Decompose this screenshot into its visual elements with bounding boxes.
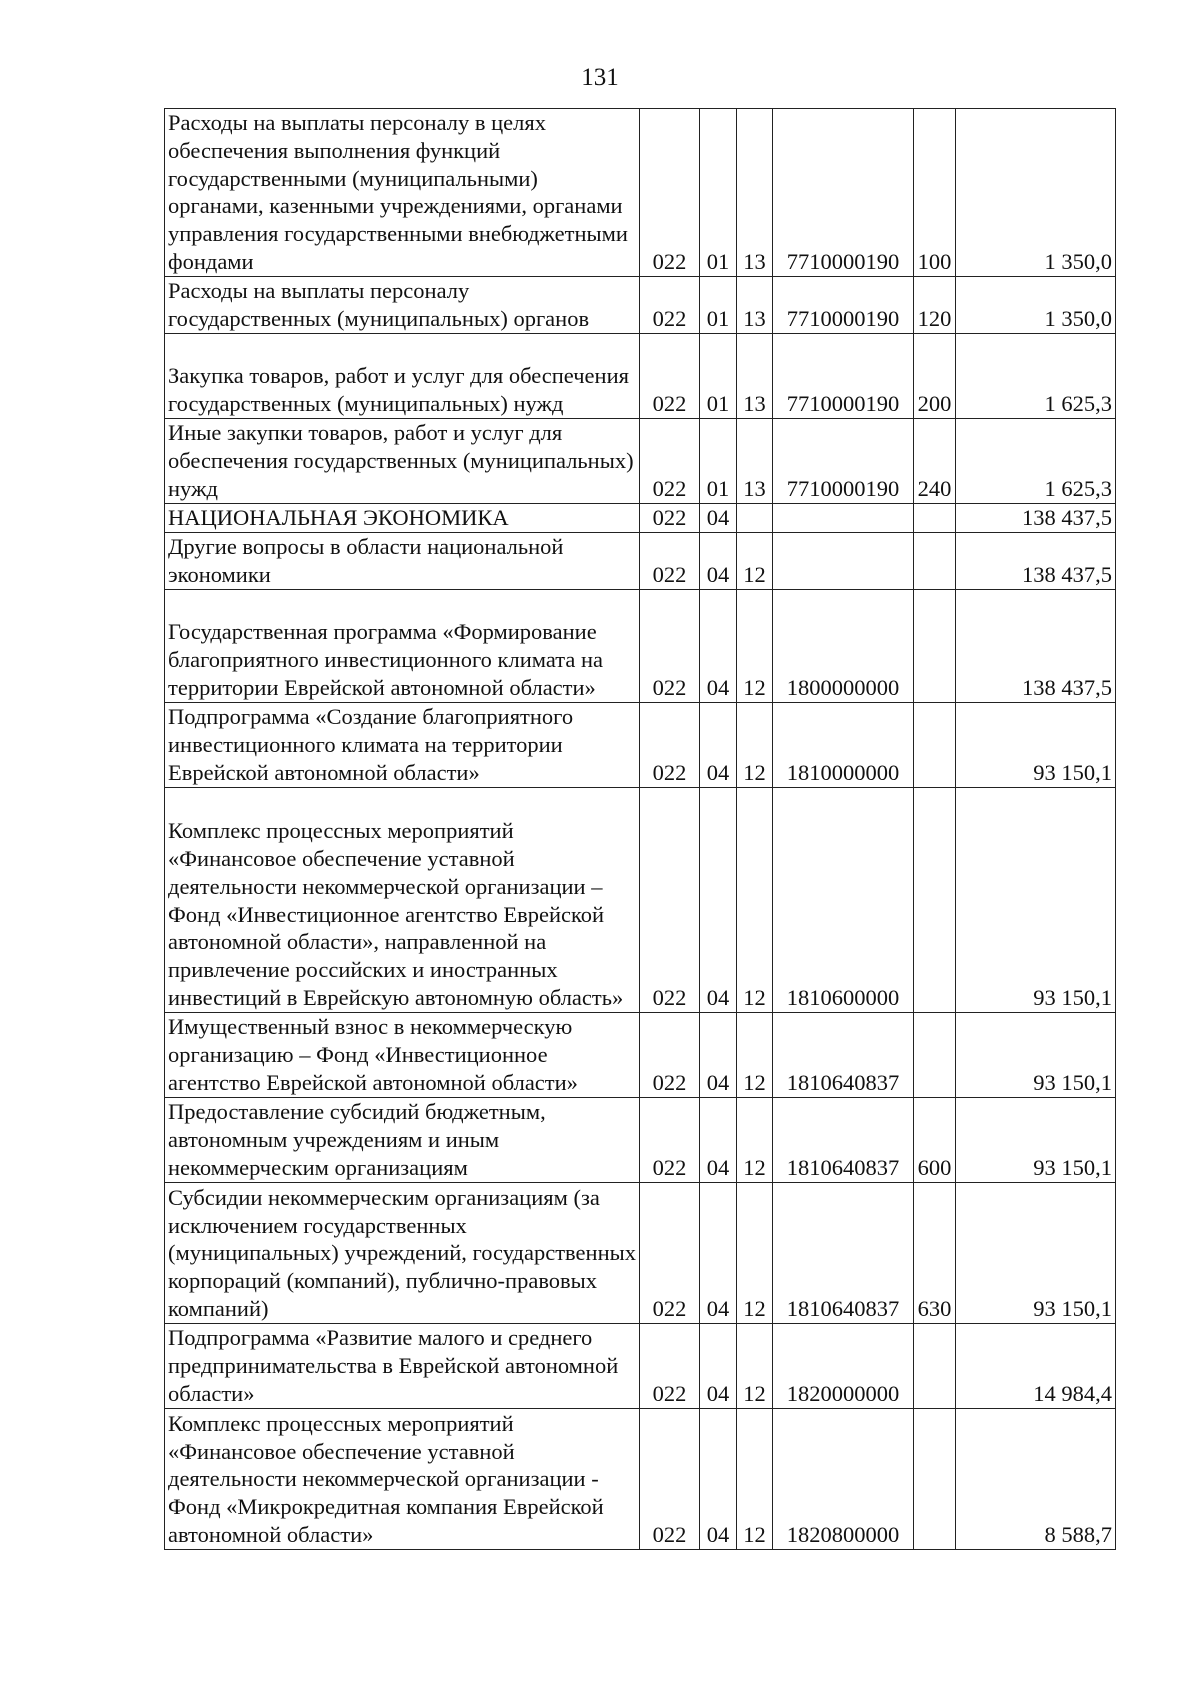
row-expense-type: 200 <box>914 333 956 418</box>
row-section-code: 04 <box>700 1182 737 1323</box>
row-expense-type <box>914 787 956 1012</box>
row-name: Расходы на выплаты персоналу государственных (муниципальных) органов <box>165 276 640 333</box>
row-name: Предоставление субсидий бюджетным, автономным учреждениям и иным некоммерческим организациям <box>165 1097 640 1182</box>
row-name: Расходы на выплаты персоналу в целях обеспечения выполнения функций государственными (муниципальными) органами, казенными учреждениями, органами управления государственными внебюджетными фондами <box>165 109 640 277</box>
row-amount: 93 150,1 <box>956 787 1116 1012</box>
row-amount: 14 984,4 <box>956 1323 1116 1408</box>
table-row <box>165 333 1116 418</box>
row-ministry-code: 022 <box>640 532 700 589</box>
table-row <box>165 503 1116 532</box>
row-section-code: 04 <box>700 532 737 589</box>
row-ministry-code: 022 <box>640 418 700 503</box>
row-subsection-code <box>737 503 773 532</box>
row-target-code: 7710000190 <box>773 109 914 277</box>
row-amount: 93 150,1 <box>956 1012 1116 1097</box>
row-amount: 138 437,5 <box>956 503 1116 532</box>
table-row <box>165 1182 1116 1323</box>
row-subsection-code: 13 <box>737 333 773 418</box>
row-subsection-code: 12 <box>737 702 773 787</box>
row-target-code: 7710000190 <box>773 276 914 333</box>
row-ministry-code: 022 <box>640 1408 700 1549</box>
row-section-code: 04 <box>700 702 737 787</box>
row-target-code: 1810600000 <box>773 787 914 1012</box>
row-expense-type <box>914 1012 956 1097</box>
row-name: Подпрограмма «Создание благоприятного инвестиционного климата на территории Еврейской автономной области» <box>165 702 640 787</box>
row-name: НАЦИОНАЛЬНАЯ ЭКОНОМИКА <box>165 503 640 532</box>
row-amount: 93 150,1 <box>956 1097 1116 1182</box>
row-ministry-code: 022 <box>640 1097 700 1182</box>
page-number: 131 <box>581 64 619 91</box>
row-amount: 138 437,5 <box>956 589 1116 702</box>
row-section-code: 01 <box>700 276 737 333</box>
row-expense-type <box>914 503 956 532</box>
row-expense-type: 600 <box>914 1097 956 1182</box>
table-row <box>165 787 1116 1012</box>
table-row <box>165 1408 1116 1549</box>
row-name: Подпрограмма «Развитие малого и среднего предпринимательства в Еврейской автономной области» <box>165 1323 640 1408</box>
row-name: Субсидии некоммерческим организациям (за исключением государственных (муниципальных) учреждений, государственных корпораций (компаний), публично-правовых компаний) <box>165 1182 640 1323</box>
row-ministry-code: 022 <box>640 1182 700 1323</box>
row-section-code: 04 <box>700 1408 737 1549</box>
row-amount: 138 437,5 <box>956 532 1116 589</box>
row-amount: 8 588,7 <box>956 1408 1116 1549</box>
row-name: Комплекс процессных мероприятий «Финансовое обеспечение уставной деятельности некоммерческой организации - Фонд «Микрокредитная компания Еврейской автономной области» <box>165 1408 640 1549</box>
table-row <box>165 109 1116 277</box>
table-row <box>165 276 1116 333</box>
row-subsection-code: 12 <box>737 1012 773 1097</box>
row-target-code: 1820000000 <box>773 1323 914 1408</box>
row-expense-type: 240 <box>914 418 956 503</box>
row-target-code: 7710000190 <box>773 333 914 418</box>
row-amount: 93 150,1 <box>956 702 1116 787</box>
row-ministry-code: 022 <box>640 109 700 277</box>
table-row <box>165 1097 1116 1182</box>
row-name: Комплекс процессных мероприятий «Финансовое обеспечение уставной деятельности некоммерческой организации – Фонд «Инвестиционное агентство Еврейской автономной области», направленной на привлечение российских и иностранных инвестиций в Еврейскую автономную область» <box>165 787 640 1012</box>
budget-table <box>164 108 1116 1550</box>
row-expense-type <box>914 589 956 702</box>
row-name: Закупка товаров, работ и услуг для обеспечения государственных (муниципальных) нужд <box>165 333 640 418</box>
row-expense-type <box>914 532 956 589</box>
row-ministry-code: 022 <box>640 787 700 1012</box>
row-section-code: 04 <box>700 589 737 702</box>
table-row <box>165 589 1116 702</box>
row-target-code: 1810000000 <box>773 702 914 787</box>
row-subsection-code: 13 <box>737 276 773 333</box>
row-expense-type <box>914 702 956 787</box>
row-expense-type: 630 <box>914 1182 956 1323</box>
row-section-code: 04 <box>700 1097 737 1182</box>
row-amount: 1 350,0 <box>956 276 1116 333</box>
row-subsection-code: 12 <box>737 1182 773 1323</box>
row-section-code: 01 <box>700 333 737 418</box>
row-target-code <box>773 503 914 532</box>
row-ministry-code: 022 <box>640 276 700 333</box>
row-target-code: 1810640837 <box>773 1097 914 1182</box>
row-amount: 1 625,3 <box>956 333 1116 418</box>
row-ministry-code: 022 <box>640 333 700 418</box>
row-ministry-code: 022 <box>640 1323 700 1408</box>
row-ministry-code: 022 <box>640 1012 700 1097</box>
row-section-code: 04 <box>700 787 737 1012</box>
row-name: Иные закупки товаров, работ и услуг для обеспечения государственных (муниципальных) нужд <box>165 418 640 503</box>
row-subsection-code: 12 <box>737 589 773 702</box>
row-subsection-code: 13 <box>737 109 773 277</box>
row-target-code: 1810640837 <box>773 1182 914 1323</box>
row-subsection-code: 12 <box>737 1408 773 1549</box>
row-section-code: 04 <box>700 1323 737 1408</box>
row-amount: 1 350,0 <box>956 109 1116 277</box>
table-row <box>165 418 1116 503</box>
row-subsection-code: 12 <box>737 1097 773 1182</box>
row-ministry-code: 022 <box>640 702 700 787</box>
row-name: Государственная программа «Формирование благоприятного инвестиционного климата на территории Еврейской автономной области» <box>165 589 640 702</box>
row-name: Имущественный взнос в некоммерческую организацию – Фонд «Инвестиционное агентство Еврейской автономной области» <box>165 1012 640 1097</box>
row-target-code: 7710000190 <box>773 418 914 503</box>
row-name: Другие вопросы в области национальной экономики <box>165 532 640 589</box>
row-target-code: 1810640837 <box>773 1012 914 1097</box>
table-row <box>165 1012 1116 1097</box>
row-expense-type: 120 <box>914 276 956 333</box>
row-expense-type: 100 <box>914 109 956 277</box>
table-row <box>165 532 1116 589</box>
row-ministry-code: 022 <box>640 589 700 702</box>
table-row <box>165 702 1116 787</box>
row-amount: 93 150,1 <box>956 1182 1116 1323</box>
row-target-code: 1820800000 <box>773 1408 914 1549</box>
row-section-code: 04 <box>700 1012 737 1097</box>
row-section-code: 01 <box>700 109 737 277</box>
row-amount: 1 625,3 <box>956 418 1116 503</box>
row-expense-type <box>914 1408 956 1549</box>
row-expense-type <box>914 1323 956 1408</box>
row-subsection-code: 13 <box>737 418 773 503</box>
row-subsection-code: 12 <box>737 1323 773 1408</box>
row-target-code: 1800000000 <box>773 589 914 702</box>
row-section-code: 01 <box>700 418 737 503</box>
row-section-code: 04 <box>700 503 737 532</box>
row-subsection-code: 12 <box>737 532 773 589</box>
row-ministry-code: 022 <box>640 503 700 532</box>
row-subsection-code: 12 <box>737 787 773 1012</box>
row-target-code <box>773 532 914 589</box>
table-row <box>165 1323 1116 1408</box>
